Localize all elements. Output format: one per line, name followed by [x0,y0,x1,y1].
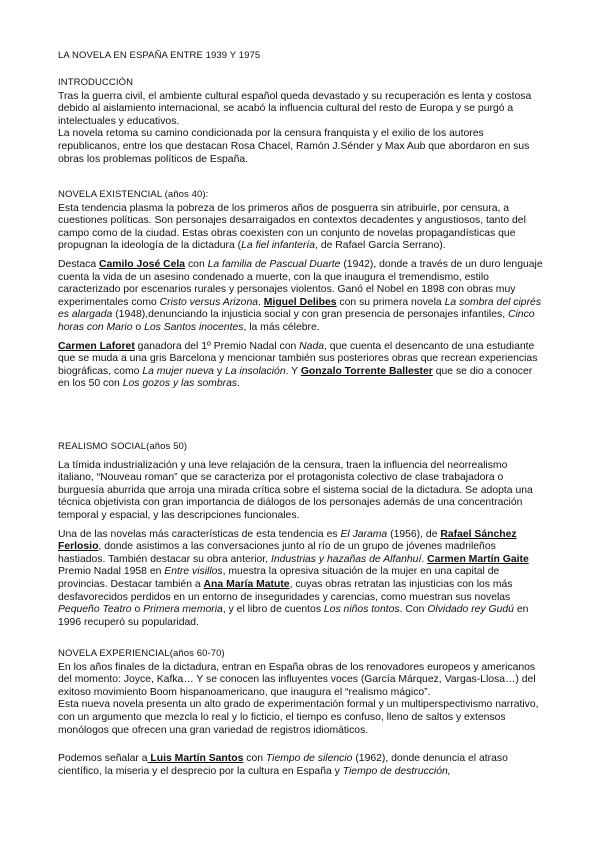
paragraph: Esta tendencia plasma la pobreza de los primeros años de posguerra sin atribuirle, por censura, a cuestiones políticas. Son personajes desarraigados en contextos decadentes y angustiosos, tanto del campo como de la ciudad. Estas obras coexisten con un conjunto de novelas propagandísticas que propugnan la ideología de la dictadura (La fiel infantería, de Rafael García Serrano). [58,202,526,252]
section-heading: REALISMO SOCIAL(años 50) [58,441,188,452]
author-name: Carmen Martín Gaite [427,553,529,565]
author-name: Camilo José Cela [99,258,186,270]
author-name: Miguel Delibes [263,296,337,308]
paragraph: Esta nueva novela presenta un alto grado de experimentación formal y un multiperspectivismo narrativo, con un argumento que mezcla lo real y lo ficticio, el tiempo es confuso, lleno de saltos y extensos monólogos que ofrecen una gran variedad de registros idiomáticos. [58,699,539,736]
section-introduccion [58,77,546,166]
section-realismo-social [58,441,546,629]
paragraph: Una de las novelas más características de esta tendencia es El Jarama (1956), de Rafael Sánchez Ferlosio, donde asistimos a las conversaciones junto al río de un grupo de jóvenes madrileños hastiados. También destacar su obra anterior, Industrias y hazañas de Alfanhuí. Carmen Martín Gaite Premio Nadal 1958 en Entre visillos, muestra la opresiva situación de la mujer en una capital de provincias. Destacar también a Ana María Matute, cuyas obras retratan las injusticias con los más desfavorecidos perdidos en un entorno de inseguridades y carencias, como muestran sus novelas Pequeño Teatro o Primera memoria, y el libro de cuentos Los niños tontos. Con Olvidado rey Gudú en 1996 recuperó su popularidad. [58,528,529,628]
paragraph: La novela retoma su camino condicionada por la censura franquista y el exilio de los autores republicanos, entre los que destacan Rosa Chacel, Ramón J.Sénder y Max Aub que abordaron en sus obras los problemas políticos de España. [58,128,530,165]
paragraph: En los años finales de la dictadura, entran en España obras de los renovadores europeos y americanos del momento: Joyce, Kafka… Y se conocen las influyentes voces (García Márquez, Vargas-Llosa…) del exitoso movimiento Boom hispanoamericano, que inaugura el “realismo mágico”. [58,661,536,698]
author-name: Carmen Laforet [58,340,135,352]
paragraph: La tímida industrialización y una leve relajación de la censura, traen la influencia del neorrealismo italiano, “Nouveau roman” que se caracteriza por el protagonista colectivo de clase trabajadora o burguesía aburrida que arroja una mirada crítica sobre el sistema social de la dictadura. Se adopta una técnica objetivista con gran importancia de diálogos de los personajes además de una concentración temporal y espacial, y las descripciones funcionales. [58,459,533,521]
section-heading: INTRODUCCIÓN [58,77,134,88]
author-name: Gonzalo Torrente Ballester [300,365,433,377]
paragraph: Carmen Laforet ganadora del 1º Premio Nadal con Nada, que cuenta el desencanto de una estudiante que se muda a una gris Barcelona y mencionar también sus posteriores obras que recrean experiencias biográficas, como La mujer nueva y La insolación. Y Gonzalo Torrente Ballester que se dio a conocer en los 50 con Los gozos y las sombras. [58,340,538,390]
section-existencial [58,189,546,391]
section-experiencial [58,648,546,778]
paragraph: Tras la guerra civil, el ambiente cultural español queda devastado y su recuperación es lenta y costosa debido al aislamiento internacional, se acabó la influencia cultural del resto de Europa y se purgó a intelectuales y educativos. [58,90,532,127]
author-name: Ana María Matute [203,578,290,590]
paragraph: Destaca Camilo José Cela con La familia de Pascual Duarte (1942), donde a través de un duro lenguaje cuenta la vida de un asesino condenado a muerte, con la que inaugura el tremendismo, estilo caracterizado por escenarios rurales y personajes violentos. Ganó el Nobel en 1898 con obras muy experimentales como Cristo versus Arizona. Miguel Delibes con su primera novela La sombra del ciprés es alargada (1948),denunciando la injusticia social y con gran presencia de personajes infantiles, Cinco horas con Mario o Los Santos inocentes, la más célebre. [58,258,543,333]
section-heading: NOVELA EXPERIENCIAL(años 60-70) [58,648,225,659]
author-name: Luis Martín Santos [147,753,244,765]
author-name: Rafael Sánchez Ferlosio [58,528,517,553]
section-heading: NOVELA EXISTENCIAL (años 40): [58,189,209,200]
document-title: LA NOVELA EN ESPAÑA ENTRE 1939 Y 1975 [58,50,261,61]
paragraph: Podemos señalar a Luis Martín Santos con Tiempo de silencio (1962), donde denuncia el atraso científico, la miseria y el desprecio por la cultura en España y Tiempo de destrucción, [58,753,508,777]
